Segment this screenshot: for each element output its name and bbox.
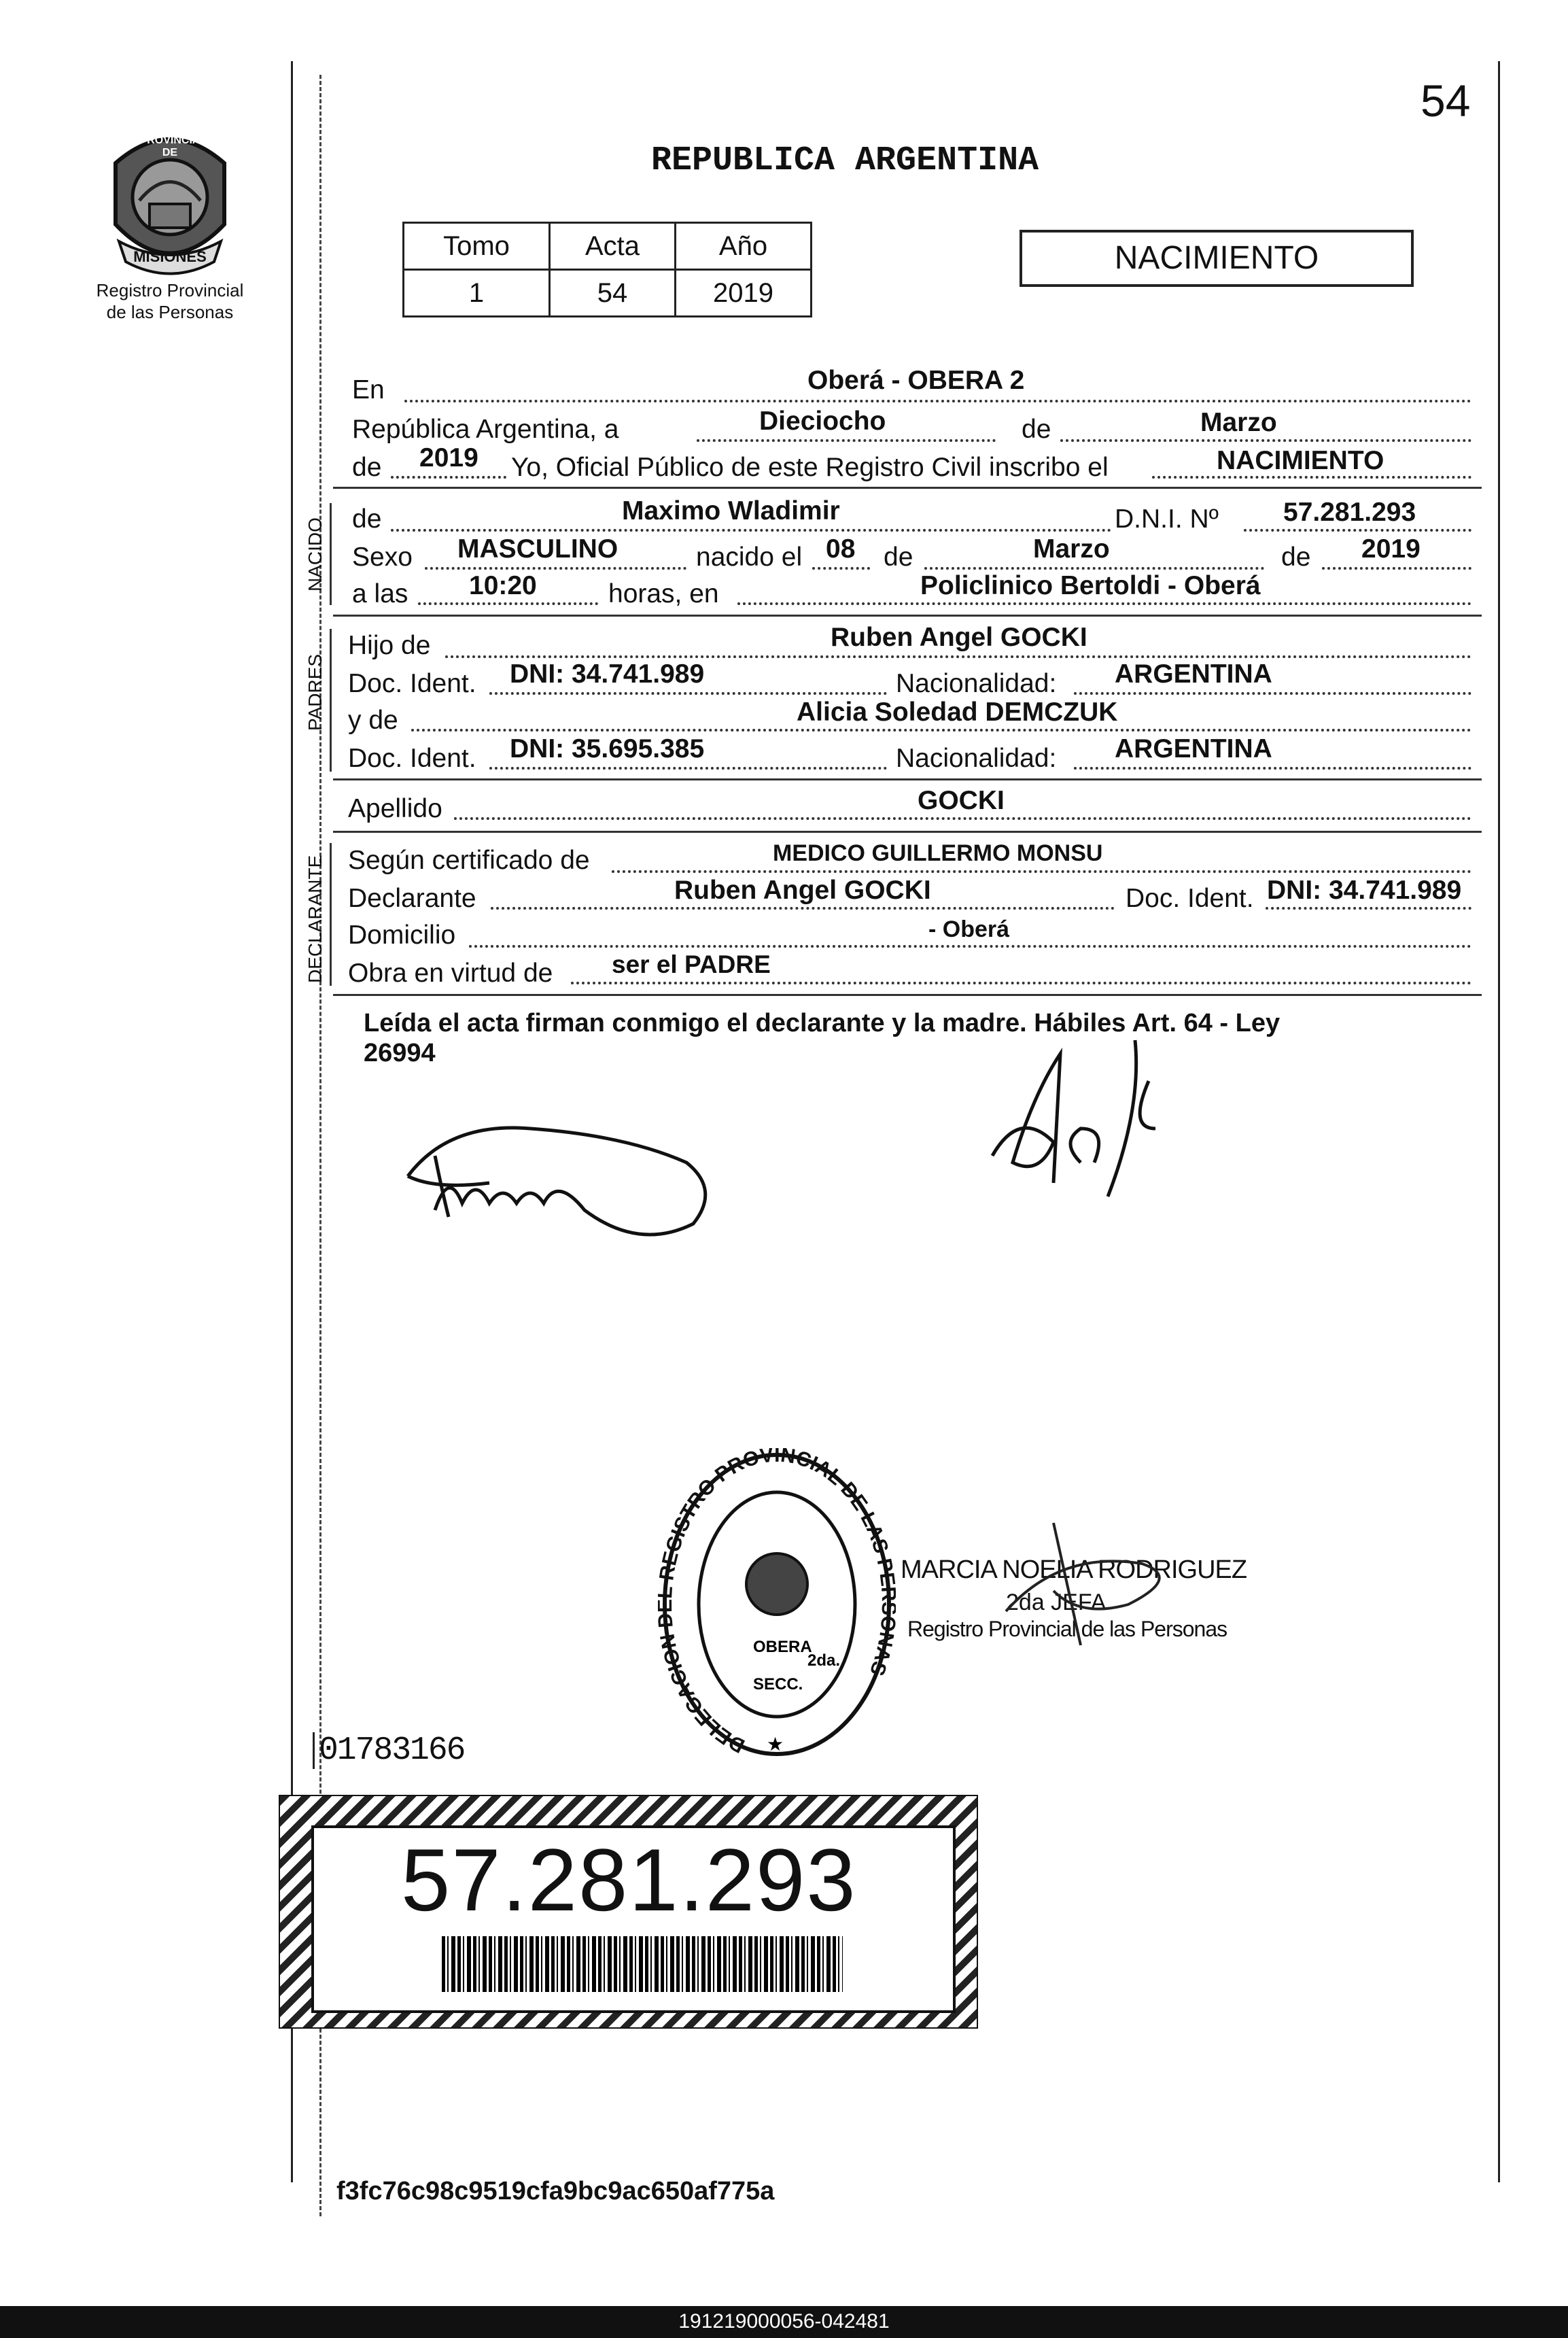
- apellido-value: GOCKI: [918, 786, 1005, 815]
- section-divider-5: [333, 994, 1482, 996]
- nacido-el-label: nacido el: [696, 543, 803, 572]
- father-name-value: Ruben Angel GOCKI: [831, 623, 1087, 652]
- document-hash: f3fc76c98c9519cfa9bc9ac650af775a: [336, 2177, 775, 2205]
- footer-code: 191219000056-042481: [678, 2310, 890, 2333]
- doc1-dots: [489, 692, 887, 695]
- declarante-dots: [491, 907, 1115, 910]
- sexo-value: MASCULINO: [457, 534, 619, 564]
- nac2-dots: [1074, 767, 1471, 770]
- apellido-dots: [454, 817, 1471, 820]
- record-type-label: NACIMIENTO: [1114, 240, 1319, 276]
- yde-label: y de: [348, 706, 398, 735]
- table-cell-anio: 2019: [676, 270, 812, 317]
- declarante-doc-value: DNI: 34.741.989: [1267, 876, 1462, 905]
- doc2-dots: [489, 767, 887, 770]
- year-value: 2019: [419, 443, 478, 472]
- alas-label: a las: [352, 579, 408, 608]
- table-header-tomo: Tomo: [404, 223, 550, 270]
- section-divider-2: [333, 615, 1482, 617]
- obra-dots: [571, 982, 1471, 984]
- de-label-2: de: [352, 453, 382, 482]
- en-dots: [404, 400, 1471, 402]
- nac1-label: Nacionalidad:: [896, 669, 1057, 698]
- act-dots: [1152, 476, 1471, 479]
- father-dots: [445, 655, 1471, 658]
- section-label-nacido: NACIDO: [304, 517, 326, 591]
- official-signature: [979, 1509, 1196, 1659]
- table-cell-acta: 54: [550, 270, 676, 317]
- apellido-label: Apellido: [348, 794, 442, 823]
- nacido-de-label-3: de: [1281, 543, 1311, 572]
- section-bracket-declarante: [330, 843, 332, 986]
- birth-month-value: Marzo: [1033, 534, 1110, 564]
- mother-dots: [411, 729, 1471, 732]
- official-office: Registro Provincial de las Personas: [907, 1617, 1227, 1641]
- father-doc-value: DNI: 34.741.989: [510, 659, 705, 689]
- day-dots: [697, 439, 996, 442]
- birth-day-dots: [812, 567, 870, 570]
- obra-value: ser el PADRE: [612, 950, 771, 978]
- birth-year-dots: [1322, 567, 1471, 570]
- right-margin-line: [1498, 61, 1500, 2182]
- id-number: 57.281.293: [401, 1830, 857, 1929]
- closing-line-2: 26994: [364, 1039, 436, 1067]
- birth-year-value: 2019: [1361, 534, 1421, 564]
- section-divider-3: [333, 778, 1482, 780]
- official-name: MARCIA NOELIA RODRIGUEZ: [901, 1555, 1247, 1584]
- obra-label: Obra en virtud de: [348, 959, 553, 988]
- hijo-de-label: Hijo de: [348, 631, 431, 660]
- section-divider-4: [333, 831, 1482, 833]
- mother-doc-value: DNI: 35.695.385: [510, 734, 705, 763]
- horas-label: horas, en: [608, 579, 719, 608]
- republica-label: República Argentina, a: [352, 415, 619, 444]
- sexo-label: Sexo: [352, 543, 413, 572]
- record-table: [402, 222, 812, 317]
- cert-label: Según certificado de: [348, 846, 590, 875]
- birth-month-dots: [924, 567, 1264, 570]
- decl-doc-label: Doc. Ident.: [1126, 884, 1254, 913]
- logo-caption-line1: Registro Provincial: [96, 280, 244, 300]
- domicilio-label: Domicilio: [348, 921, 456, 950]
- cert-dots: [612, 870, 1471, 873]
- en-value: Oberá - OBERA 2: [807, 366, 1025, 395]
- doc1-label: Doc. Ident.: [348, 669, 476, 698]
- month-dots: [1060, 439, 1471, 442]
- birth-time-value: 10:20: [469, 571, 537, 600]
- dni-label: D.N.I. Nº: [1115, 504, 1219, 534]
- place-dots: [737, 602, 1471, 605]
- logo-text-top: PROVINCIA DE: [139, 135, 201, 158]
- logo-caption-line2: de las Personas: [106, 302, 234, 322]
- nacido-de-label-2: de: [884, 543, 913, 572]
- section-divider-1: [333, 487, 1482, 489]
- act-value: NACIMIENTO: [1217, 446, 1384, 475]
- decl-doc-dots: [1266, 907, 1471, 910]
- svg-text:★: ★: [767, 1734, 784, 1755]
- record-type-box: [1020, 230, 1414, 287]
- page-title: REPUBLICA ARGENTINA: [651, 141, 1039, 180]
- child-name-value: Maximo Wladimir: [622, 496, 840, 526]
- declarante-value: Ruben Angel GOCKI: [674, 876, 931, 905]
- serial-number: 01783166: [313, 1732, 464, 1769]
- official-text: Yo, Oficial Público de este Registro Civil inscribo el: [511, 453, 1109, 482]
- en-label: En: [352, 375, 385, 405]
- page-number: 54: [1421, 75, 1471, 126]
- year-dots: [391, 476, 506, 479]
- dni-dots: [1244, 529, 1471, 532]
- table-cell-tomo: 1: [404, 270, 550, 317]
- father-nationality-value: ARGENTINA: [1115, 659, 1272, 689]
- nac2-label: Nacionalidad:: [896, 744, 1057, 773]
- child-dni-value: 57.281.293: [1283, 498, 1416, 527]
- registry-stamp: [658, 1448, 896, 1768]
- domicilio-value: - Oberá: [928, 916, 1010, 942]
- declarante-label: Declarante: [348, 884, 476, 913]
- table-header-anio: Año: [676, 223, 812, 270]
- section-label-declarante: DECLARANTE: [304, 855, 326, 983]
- doc2-label: Doc. Ident.: [348, 744, 476, 773]
- stamp-inner-bottom: SECC.: [753, 1675, 803, 1694]
- mother-nationality-value: ARGENTINA: [1115, 734, 1272, 763]
- stamp-ring-text: DELEGACION EGISTRO PROVINCIAL DE LAS P NAS: [658, 1448, 896, 1757]
- declarant-signature: [394, 1101, 734, 1258]
- logo-text-bottom: MISIONES: [133, 248, 207, 265]
- day-value: Dieciocho: [759, 407, 886, 436]
- stamp-inner-right: 2da.: [807, 1651, 841, 1670]
- official-title: 2da JEFA: [1006, 1589, 1107, 1615]
- closing-line-1: Leída el acta firman conmigo el declarante y la madre. Hábiles Art. 64 - Ley: [364, 1009, 1280, 1037]
- table-header-acta: Acta: [550, 223, 676, 270]
- time-dots: [418, 602, 598, 605]
- birth-day-value: 08: [826, 534, 856, 564]
- barcode: [442, 1936, 843, 1992]
- section-label-padres: PADRES: [304, 653, 326, 731]
- stamp-inner-left: OBERA: [753, 1638, 812, 1656]
- month-value: Marzo: [1200, 408, 1277, 437]
- section-bracket-padres: [330, 629, 332, 772]
- birth-place-value: Policlinico Bertoldi - Oberá: [920, 571, 1261, 600]
- mother-signature: [979, 1027, 1183, 1210]
- name-dots: [391, 529, 1111, 532]
- domicilio-dots: [469, 945, 1471, 948]
- cert-value: MEDICO GUILLERMO MONSU: [773, 840, 1103, 866]
- nacido-de-label: de: [352, 504, 382, 534]
- mother-name-value: Alicia Soledad DEMCZUK: [797, 698, 1118, 727]
- section-bracket-nacido: [330, 503, 332, 605]
- sexo-dots: [425, 567, 686, 570]
- nac1-dots: [1074, 692, 1471, 695]
- de-label-1: de: [1022, 415, 1051, 444]
- province-logo: [102, 122, 238, 286]
